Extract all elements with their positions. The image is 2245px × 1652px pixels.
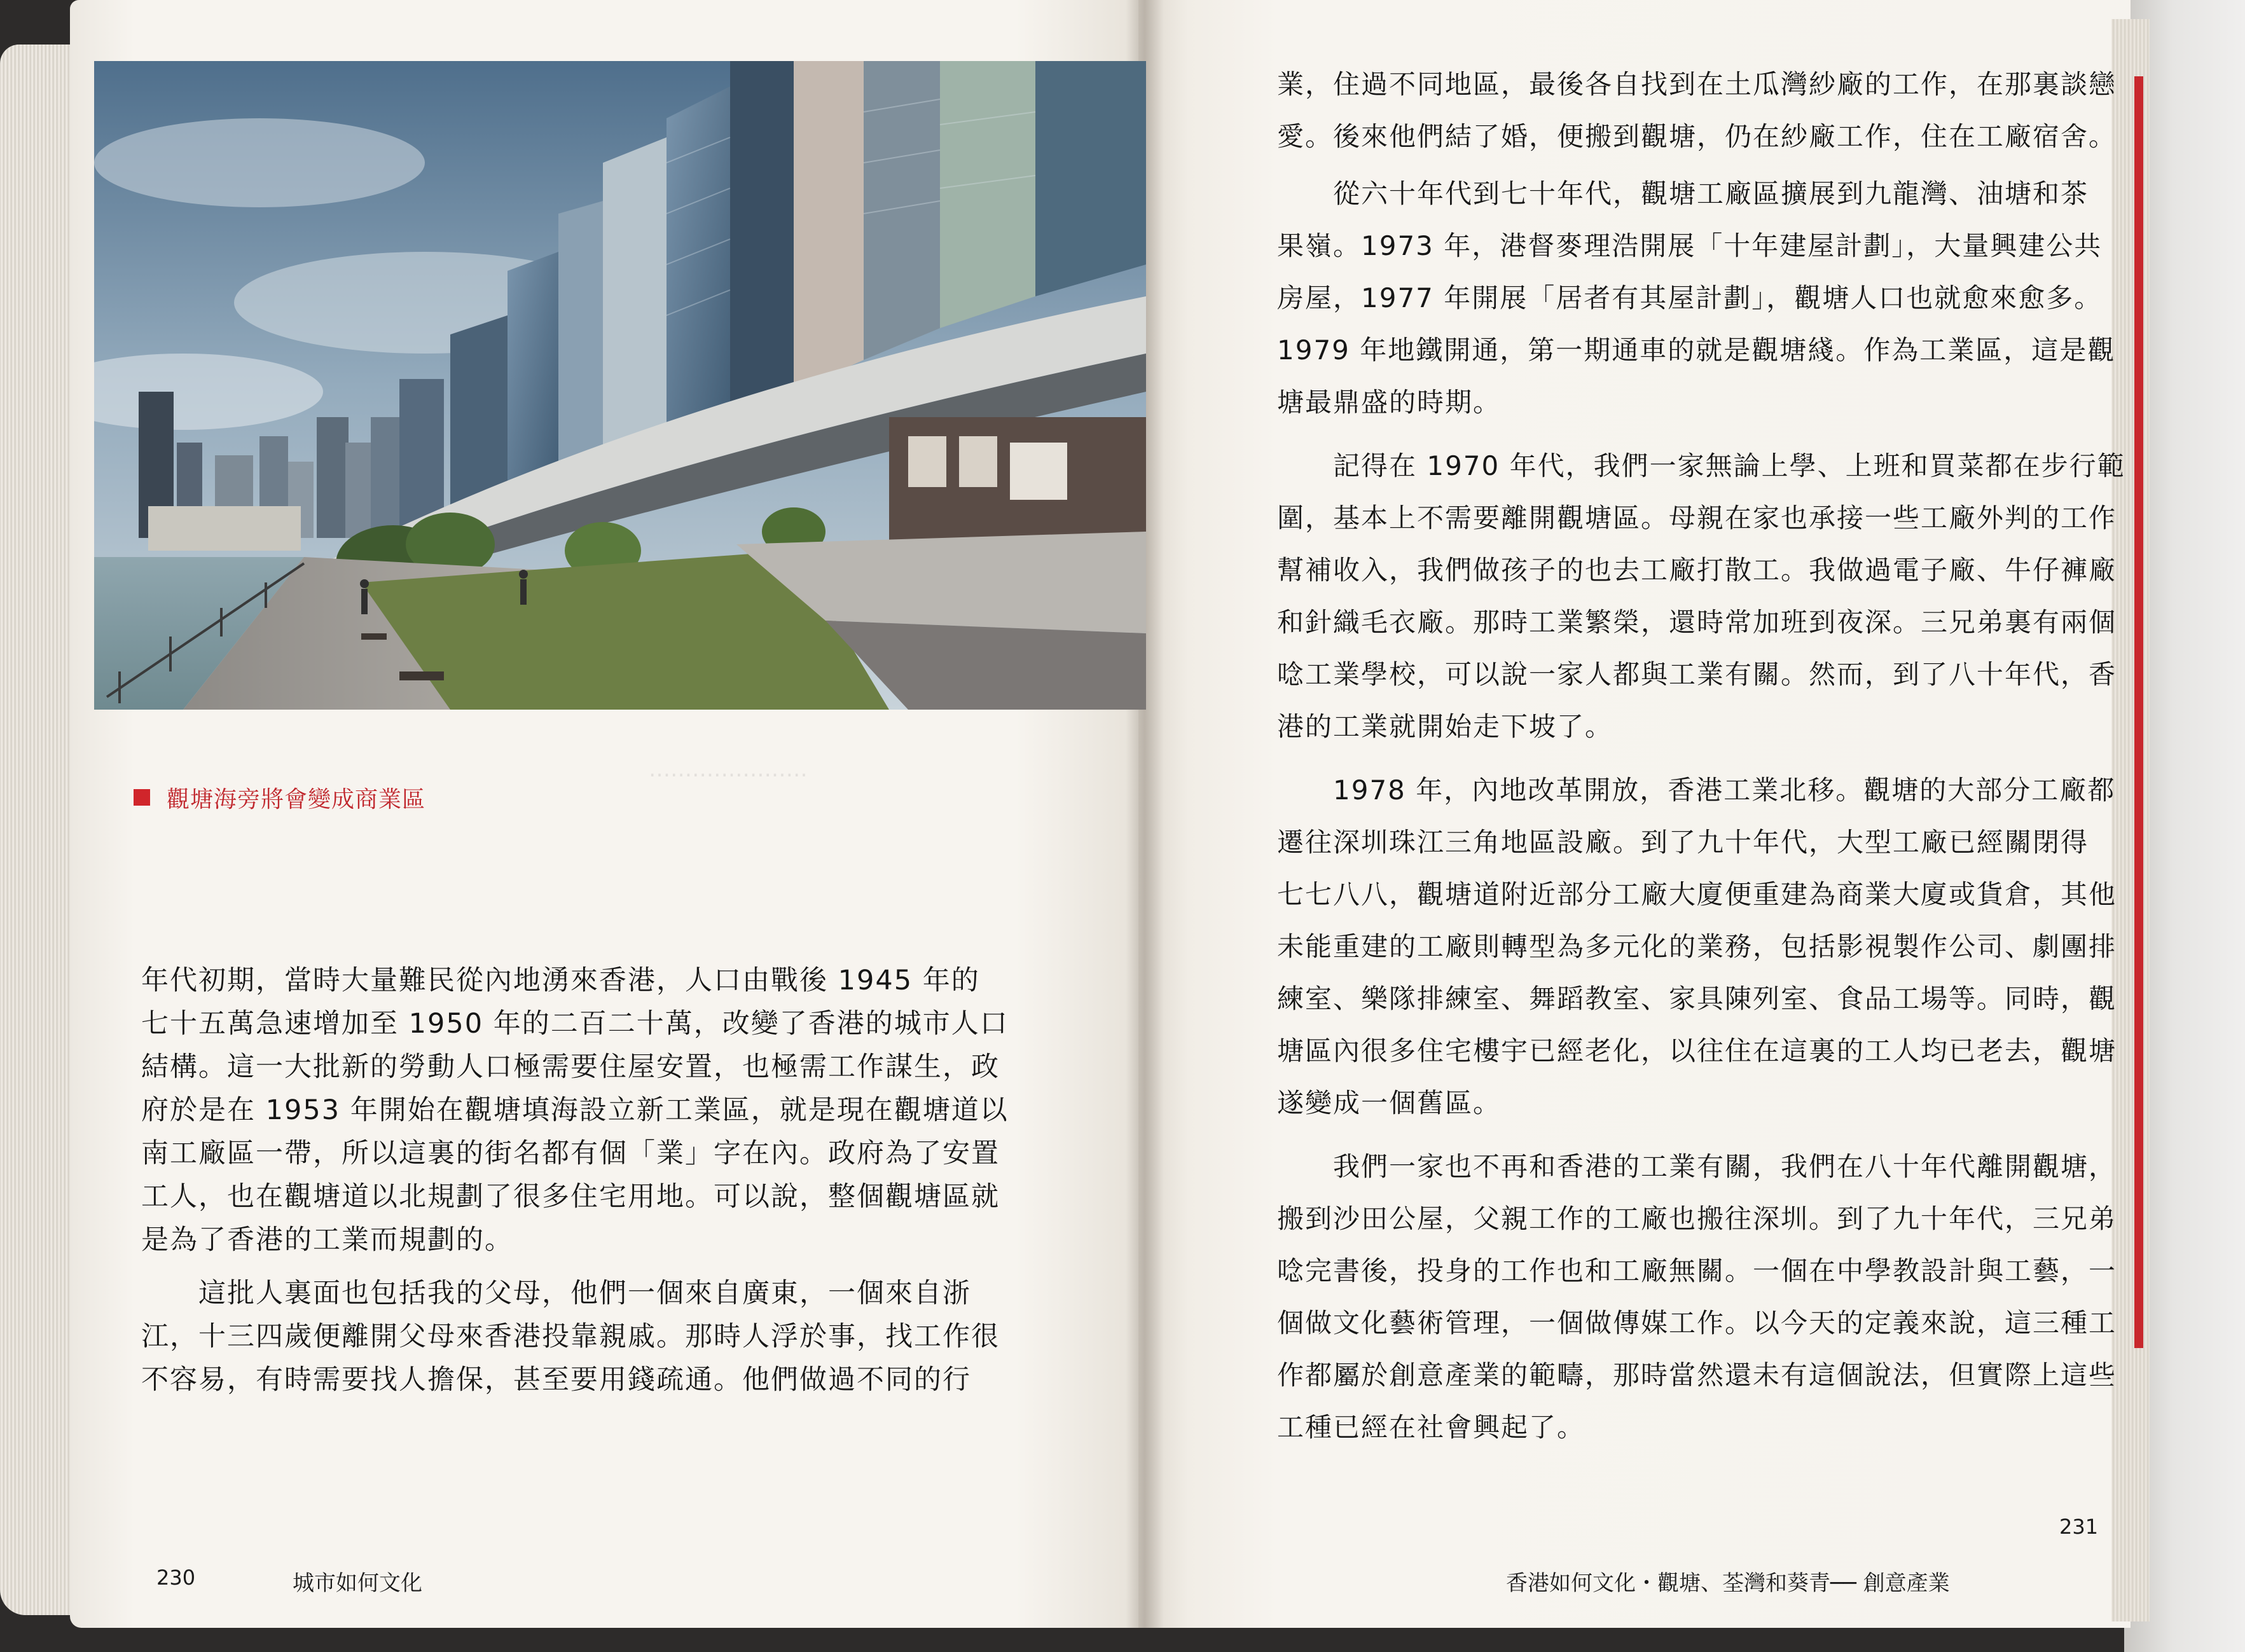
body-line: 唸工業學校，可以說一家人都與工業有關。然而，到了八十年代，香: [1277, 659, 2117, 690]
body-line: 從六十年代到七十年代，觀塘工廠區擴展到九龍灣、油塘和茶: [1277, 178, 2089, 209]
show-through-text: ‥‥‥‥‥‥‥‥‥‥‥: [649, 757, 808, 782]
body-line: 塘最鼎盛的時期。: [1277, 387, 1502, 418]
body-line: 遷往深圳珠江三角地區設廠。到了九十年代，大型工廠已經關閉得: [1277, 827, 2089, 858]
body-line: 和針織毛衣廠。那時工業繁榮，還時常加班到夜深。三兄弟裏有兩個: [1277, 607, 2117, 638]
red-page-edge: [2134, 76, 2143, 1348]
running-head-left: 城市如何文化: [293, 1571, 422, 1596]
body-line: 個做文化藝術管理，一個做傳媒工作。以今天的定義來說，這三種工: [1277, 1307, 2117, 1339]
body-line: 工種已經在社會興起了。: [1277, 1412, 1585, 1443]
page-edges-right: [2111, 19, 2150, 1621]
body-line: 房屋，1977 年開展「居者有其屋計劃」，觀塘人口也就愈來愈多。: [1277, 282, 2103, 313]
page-number-right: 231: [2059, 1515, 2099, 1539]
kwun-tong-waterfront-photo: [94, 61, 1146, 710]
body-line: 年代初期，當時大量難民從內地湧來香港，人口由戰後 1945 年的: [141, 965, 980, 996]
body-line: 作都屬於創意產業的範疇，那時當然還未有這個說法，但實際上這些: [1277, 1359, 2117, 1391]
body-line: 南工廠區一帶，所以這裏的街名都有個「業」字在內。政府為了安置: [141, 1138, 1000, 1169]
body-line: 七十五萬急速增加至 1950 年的二百二十萬，改變了香港的城市人口: [141, 1008, 1009, 1040]
body-line: 府於是在 1953 年開始在觀塘填海設立新工業區，就是現在觀塘道以: [141, 1094, 1009, 1126]
body-line: 業，住過不同地區，最後各自找到在土瓜灣紗廠的工作，在那裏談戀: [1277, 69, 2117, 100]
photo-caption: [134, 781, 425, 814]
body-line: 是為了香港的工業而規劃的。: [141, 1224, 513, 1256]
caption-marker: [134, 789, 150, 806]
body-line: 練室、樂隊排練室、舞蹈教室、家具陳列室、食品工場等。同時，觀: [1277, 983, 2117, 1014]
caption-text: 觀塘海旁將會變成商業區: [167, 786, 426, 813]
body-line: 不容易，有時需要找人擔保，甚至要用錢疏通。他們做過不同的行: [141, 1364, 971, 1396]
body-line: 未能重建的工廠則轉型為多元化的業務，包括影視製作公司、劇團排: [1277, 931, 2117, 962]
running-head-right: 香港如何文化・觀塘、荃灣和葵青── 創意產業: [1506, 1571, 1950, 1596]
body-line: 七七八八，觀塘道附近部分工廠大廈便重建為商業大廈或貨倉，其他: [1277, 879, 2117, 910]
body-line: 唸完書後，投身的工作也和工廠無關。一個在中學教設計與工藝，一: [1277, 1255, 2117, 1286]
body-line: 1979 年地鐵開通，第一期通車的就是觀塘綫。作為工業區，這是觀: [1277, 334, 2116, 366]
body-line: 果嶺。1973 年，港督麥理浩開展「十年建屋計劃」，大量興建公共: [1277, 230, 2103, 261]
body-line: 圍，基本上不需要離開觀塘區。母親在家也承接一些工廠外判的工作: [1277, 502, 2117, 533]
body-line: 江，十三四歲便離開父母來香港投靠親戚。那時人浮於事，找工作很: [141, 1321, 1000, 1353]
page-number-left: 230: [156, 1566, 196, 1590]
body-line: 搬到沙田公屋，父親工作的工廠也搬往深圳。到了九十年代，三兄弟: [1277, 1203, 2117, 1234]
body-line: 工人，也在觀塘道以北規劃了很多住宅用地。可以說，整個觀塘區就: [141, 1181, 1000, 1213]
body-line: 遂變成一個舊區。: [1277, 1087, 1502, 1119]
body-line: 結構。這一大批新的勞動人口極需要住屋安置，也極需工作謀生，政: [141, 1051, 1000, 1083]
body-line: 愛。後來他們結了婚，便搬到觀塘，仍在紗廠工作，住在工廠宿舍。: [1277, 121, 2117, 152]
body-line: 塘區內很多住宅樓宇已經老化，以往住在這裏的工人均已老去，觀塘: [1277, 1035, 2117, 1066]
body-line: 記得在 1970 年代，我們一家無論上學、上班和買菜都在步行範: [1277, 450, 2125, 481]
body-line: 港的工業就開始走下坡了。: [1277, 711, 1613, 742]
body-line: 這批人裏面也包括我的父母，他們一個來自廣東，一個來自浙: [141, 1277, 971, 1309]
body-line: 我們一家也不再和香港的工業有關，我們在八十年代離開觀塘，: [1277, 1151, 2117, 1182]
body-line: 1978 年，內地改革開放，香港工業北移。觀塘的大部分工廠都: [1277, 774, 2116, 806]
body-line: 幫補收入，我們做孩子的也去工廠打散工。我做過電子廠、牛仔褲廠: [1277, 554, 2117, 586]
